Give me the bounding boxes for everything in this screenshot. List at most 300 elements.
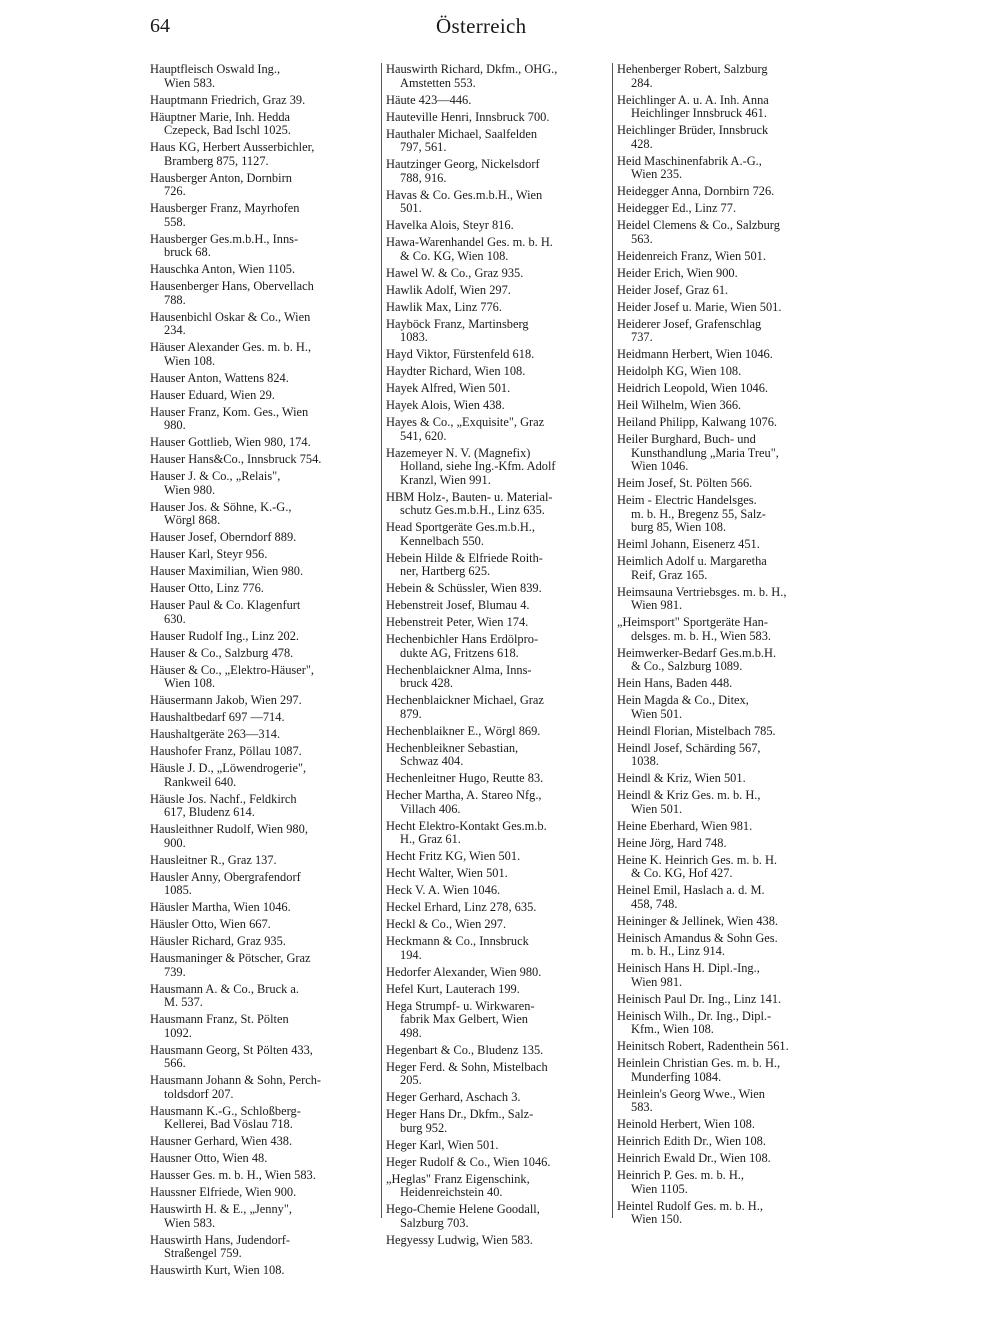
entry-line: 284.: [631, 75, 653, 90]
directory-column-2: [381, 62, 610, 1247]
entry-line: Heim Josef, St. Pölten 566.: [617, 476, 753, 490]
directory-entry: [150, 1074, 370, 1101]
entry-line: bruck 428.: [400, 676, 453, 690]
entry-line: Rankweil 640.: [164, 774, 237, 789]
entry-line: Hecht Fritz KG, Wien 501.: [386, 849, 521, 863]
entry-line: Hauser & Co., Salzburg 478.: [150, 645, 294, 660]
entry-line: Hauser Hans&Co., Innsbruck 754.: [150, 452, 322, 466]
directory-entry: [617, 725, 843, 739]
entry-line: 788.: [164, 292, 186, 307]
entry-line: Heindl & Kriz, Wien 501.: [617, 771, 746, 785]
entry-line: Hechenblaickner Michael, Graz: [386, 693, 544, 707]
entry-line: 900.: [164, 835, 186, 850]
entry-line: 617, Bludenz 614.: [164, 805, 255, 819]
entry-line: Haydter Richard, Wien 108.: [386, 364, 526, 378]
directory-entry: [617, 884, 843, 911]
page-title: Österreich: [436, 14, 527, 38]
entry-line: „Heglas" Franz Eigenschink,: [386, 1171, 530, 1186]
entry-line: Hebein & Schüssler, Wien 839.: [386, 581, 542, 595]
entry-line: Häusermann Jakob, Wien 297.: [150, 693, 302, 707]
directory-entry: [150, 141, 370, 168]
entry-line: H., Graz 61.: [400, 832, 461, 846]
directory-entry: [150, 694, 370, 708]
directory-entry: [386, 236, 610, 263]
entry-line: Hauptmann Friedrich, Graz 39.: [150, 92, 306, 107]
directory-entry: [386, 399, 610, 413]
directory-entry: [617, 318, 843, 345]
entry-line: 788, 916.: [400, 170, 447, 185]
entry-line: Heinrich P. Ges. m. b. H.,: [617, 1168, 744, 1182]
directory-entry: [617, 219, 843, 246]
entry-line: Kranzl, Wien 991.: [400, 472, 491, 487]
directory-entry: [617, 301, 843, 315]
entry-line: Hebein Hilde & Elfriede Roith-: [386, 550, 543, 565]
directory-entry: [386, 1156, 610, 1170]
directory-entry: [617, 694, 843, 721]
entry-line: Hausberger Ges.m.b.H., Inns-: [150, 231, 299, 246]
entry-line: Hechenblaickner Alma, Inns-: [386, 662, 532, 677]
directory-entry: [617, 155, 843, 182]
entry-line: Heider Josef u. Marie, Wien 501.: [617, 299, 782, 314]
entry-line: Häuser Alexander Ges. m. b. H.,: [150, 340, 312, 354]
directory-entry: [150, 762, 370, 789]
directory-entry: [617, 742, 843, 769]
directory-entry: [386, 772, 610, 786]
directory-entry: [617, 365, 843, 379]
directory-entry: [386, 1108, 610, 1135]
directory-entry: [150, 1152, 370, 1166]
entry-line: Wien 583.: [164, 75, 216, 90]
entry-line: Haus KG, Herbert Ausserbichler,: [150, 140, 315, 154]
directory-entry: [150, 745, 370, 759]
directory-column-3: [612, 62, 843, 1226]
entry-line: Reif, Graz 165.: [631, 567, 708, 582]
directory-entry: [386, 742, 610, 769]
directory-entry: [150, 952, 370, 979]
entry-line: Hawa-Warenhandel Ges. m. b. H.: [386, 235, 553, 249]
entry-line: Häuser & Co., „Elektro-Häuser",: [150, 662, 315, 677]
directory-entry: [386, 348, 610, 362]
directory-entry: [617, 267, 843, 281]
directory-entry: [617, 1010, 843, 1037]
entry-line: Hausleitner R., Graz 137.: [150, 852, 277, 867]
entry-line: Haushofer Franz, Pöllau 1087.: [150, 744, 302, 758]
entry-line: Kellerei, Bad Vöslau 718.: [164, 1117, 293, 1131]
entry-line: 726.: [164, 184, 186, 198]
entry-line: Hauswirth Hans, Judendorf-: [150, 1232, 291, 1247]
entry-line: Hehenberger Robert, Salzburg: [617, 62, 768, 76]
directory-entry: [150, 1169, 370, 1183]
entry-line: Hauser Gottlieb, Wien 980, 174.: [150, 435, 311, 449]
entry-line: Heinisch Hans H. Dipl.-Ing.,: [617, 961, 760, 975]
entry-line: Heintel Rudolf Ges. m. b. H.,: [617, 1198, 763, 1213]
directory-entry: [617, 1057, 843, 1084]
directory-entry: [150, 280, 370, 307]
directory-entry: [150, 854, 370, 868]
directory-entry: [386, 789, 610, 816]
entry-line: delsges. m. b. H., Wien 583.: [631, 628, 772, 643]
entry-line: Heinrich Edith Dr., Wien 108.: [617, 1134, 766, 1148]
entry-line: 630.: [164, 611, 186, 626]
entry-line: Heichlinger Innsbruck 461.: [631, 106, 767, 120]
entry-line: Hauser Rudolf Ing., Linz 202.: [150, 628, 300, 643]
page-number: 64: [150, 15, 170, 37]
directory-entry: [150, 582, 370, 596]
directory-entry: [617, 202, 843, 216]
entry-line: Hechenbleikner Sebastian,: [386, 740, 519, 755]
directory-entry: [386, 128, 610, 155]
directory-entry: [150, 664, 370, 691]
directory-entry: [386, 447, 610, 488]
directory-entry: [386, 599, 610, 613]
directory-column-1: [150, 63, 370, 1281]
entry-line: Hauser Otto, Linz 776.: [150, 581, 264, 595]
entry-line: Havas & Co. Ges.m.b.H., Wien: [386, 187, 543, 202]
entry-line: Hausmann Johann & Sohn, Perch-: [150, 1073, 322, 1087]
entry-line: Hebenstreit Peter, Wien 174.: [386, 615, 529, 629]
entry-line: Heil Wilhelm, Wien 366.: [617, 398, 742, 412]
directory-entry: [617, 1040, 843, 1054]
entry-line: bruck 68.: [164, 245, 211, 259]
entry-line: 1092.: [164, 1025, 192, 1040]
entry-line: Heiderer Josef, Grafenschlag: [617, 316, 762, 331]
entry-line: Hauser Karl, Steyr 956.: [150, 547, 268, 561]
directory-entry: [150, 1044, 370, 1071]
directory-entry: [386, 111, 610, 125]
entry-line: Häute 423—446.: [386, 92, 472, 107]
directory-entry: [150, 728, 370, 742]
entry-line: Heger Rudolf & Co., Wien 1046.: [386, 1154, 551, 1169]
directory-entry: [150, 233, 370, 260]
entry-line: Heger Hans Dr., Dkfm., Salz-: [386, 1107, 534, 1121]
entry-line: Heiml Johann, Eisenerz 451.: [617, 537, 760, 551]
directory-entry: [617, 94, 843, 121]
entry-line: Kennelbach 550.: [400, 533, 484, 548]
entry-line: Heidrich Leopold, Wien 1046.: [617, 381, 769, 395]
directory-entry: [150, 406, 370, 433]
entry-line: Villach 406.: [400, 801, 461, 816]
directory-entry: [386, 1044, 610, 1058]
directory-entry: [150, 901, 370, 915]
entry-line: Hayes & Co., „Exquisite", Graz: [386, 415, 545, 429]
entry-line: Wien 1046.: [631, 459, 689, 473]
directory-entry: [150, 1203, 370, 1230]
entry-line: ner, Hartberg 625.: [400, 564, 491, 578]
directory-entry: [150, 531, 370, 545]
entry-line: Heine Jörg, Hard 748.: [617, 835, 727, 850]
directory-entry: [386, 552, 610, 579]
directory-entry: [617, 677, 843, 691]
entry-line: Häusler Richard, Graz 935.: [150, 934, 286, 948]
directory-entry: [617, 789, 843, 816]
directory-entry: [617, 837, 843, 851]
entry-line: 541, 620.: [400, 428, 447, 443]
directory-entry: [617, 962, 843, 989]
entry-line: Hazemeyer N. V. (Magnefix): [386, 445, 531, 460]
entry-line: Wien 980.: [164, 482, 216, 497]
entry-line: Salzburg 703.: [400, 1215, 469, 1230]
entry-line: Heichlinger A. u. A. Inh. Anna: [617, 92, 769, 107]
entry-line: 583.: [631, 1100, 653, 1114]
entry-line: Hayek Alfred, Wien 501.: [386, 381, 511, 395]
directory-entry: [150, 172, 370, 199]
entry-line: Hein Hans, Baden 448.: [617, 676, 733, 690]
entry-line: Heckl & Co., Wien 297.: [386, 917, 507, 931]
entry-line: 428.: [631, 136, 653, 151]
entry-line: 980.: [164, 418, 186, 432]
entry-line: Hausser Ges. m. b. H., Wien 583.: [150, 1168, 316, 1182]
entry-line: Heimlich Adolf u. Margaretha: [617, 554, 767, 568]
entry-line: Schwaz 404.: [400, 754, 464, 768]
directory-entry: [150, 647, 370, 661]
entry-line: Hausberger Anton, Dornbirn: [150, 170, 292, 185]
entry-line: Hauser Maximilian, Wien 980.: [150, 564, 304, 578]
directory-entry: [386, 416, 610, 443]
entry-line: Heid Maschinenfabrik A.-G.,: [617, 153, 762, 168]
entry-line: Hego-Chemie Helene Goodall,: [386, 1202, 540, 1216]
entry-line: Hauschka Anton, Wien 1105.: [150, 262, 296, 276]
entry-line: Heckel Erhard, Linz 278, 635.: [386, 900, 537, 914]
entry-line: Hautzinger Georg, Nickelsdorf: [386, 157, 540, 171]
entry-line: Heidenreichstein 40.: [400, 1185, 503, 1199]
entry-line: Amstetten 553.: [400, 75, 476, 90]
directory-entry: [386, 521, 610, 548]
directory-entry: [150, 1013, 370, 1040]
directory-entry: [617, 915, 843, 929]
entry-line: Hechenleitner Hugo, Reutte 83.: [386, 771, 544, 785]
directory-entry: [386, 725, 610, 739]
entry-line: Hauser J. & Co., „Relais",: [150, 469, 281, 483]
directory-entry: [617, 555, 843, 582]
entry-line: schutz Ges.m.b.H., Linz 635.: [400, 503, 545, 517]
directory-entry: [386, 983, 610, 997]
entry-line: Heidegger Ed., Linz 77.: [617, 201, 737, 215]
directory-entry: [150, 1135, 370, 1149]
directory-entry: [617, 1200, 843, 1227]
directory-entry: [386, 301, 610, 315]
entry-line: & Co., Salzburg 1089.: [631, 659, 743, 673]
directory-entry: [386, 63, 610, 90]
entry-line: Heiland Philipp, Kalwang 1076.: [617, 415, 778, 429]
entry-line: Wien 1105.: [631, 1181, 688, 1196]
directory-entry: [150, 599, 370, 626]
entry-line: Heck V. A. Wien 1046.: [386, 883, 501, 897]
directory-entry: [150, 823, 370, 850]
entry-line: Häuptner Marie, Inh. Hedda: [150, 109, 291, 124]
directory-entry: [386, 219, 610, 233]
entry-line: dukte AG, Fritzens 618.: [400, 645, 519, 660]
entry-line: Heider Erich, Wien 900.: [617, 265, 738, 280]
entry-line: 879.: [400, 706, 422, 721]
directory-entry: [617, 1169, 843, 1196]
entry-line: Heichlinger Brüder, Innsbruck: [617, 123, 769, 137]
directory-entry: [150, 63, 370, 90]
entry-line: Havelka Alois, Steyr 816.: [386, 218, 514, 232]
directory-entry: [386, 867, 610, 881]
entry-line: Wörgl 868.: [164, 513, 221, 527]
entry-line: Holland, siehe Ing.-Kfm. Adolf: [400, 459, 556, 473]
directory-entry: [386, 1203, 610, 1230]
directory-entry: [386, 664, 610, 691]
directory-entry: [617, 538, 843, 552]
entry-line: Heinisch Paul Dr. Ing., Linz 141.: [617, 991, 782, 1006]
directory-entry: [150, 1264, 370, 1278]
directory-entry: [386, 267, 610, 281]
entry-line: Hauswirth H. & E., „Jenny",: [150, 1202, 293, 1216]
entry-line: Heger Gerhard, Aschach 3.: [386, 1090, 521, 1104]
entry-line: 739.: [164, 964, 186, 979]
directory-entry: [386, 1061, 610, 1088]
entry-line: Wien 583.: [164, 1215, 216, 1230]
entry-line: Hayd Viktor, Fürstenfeld 618.: [386, 347, 535, 361]
directory-entry: [150, 630, 370, 644]
entry-line: Wien 235.: [631, 167, 683, 181]
directory-entry: [150, 311, 370, 338]
entry-line: 558.: [164, 214, 186, 229]
entry-line: Hausmann Franz, St. Pölten: [150, 1012, 289, 1026]
entry-line: M. 537.: [164, 995, 203, 1009]
directory-entry: [386, 158, 610, 185]
entry-line: Heinrich Ewald Dr., Wien 108.: [617, 1151, 771, 1165]
entry-line: Hechenblaikner E., Wörgl 869.: [386, 723, 541, 738]
directory-entry: [386, 901, 610, 915]
entry-line: Heinlein Christian Ges. m. b. H.,: [617, 1056, 781, 1070]
directory-entry: [150, 111, 370, 138]
directory-entry: [150, 1186, 370, 1200]
directory-entry: [617, 477, 843, 491]
entry-line: fabrik Max Gelbert, Wien: [400, 1012, 528, 1026]
directory-entry: [617, 284, 843, 298]
entry-line: 498.: [400, 1025, 422, 1040]
entry-line: Hegenbart & Co., Bludenz 135.: [386, 1042, 544, 1057]
entry-line: Heidmann Herbert, Wien 1046.: [617, 347, 773, 361]
directory-entry: [386, 850, 610, 864]
entry-line: Hausenbichl Oskar & Co., Wien: [150, 309, 311, 324]
directory-entry: [617, 616, 843, 643]
entry-line: Hausmann Georg, St Pölten 433,: [150, 1042, 313, 1057]
entry-line: Hechenbichler Hans Erdölpro-: [386, 632, 539, 646]
entry-line: Heidegger Anna, Dornbirn 726.: [617, 184, 775, 198]
entry-line: Hausmann K.-G., Schloßberg-: [150, 1103, 301, 1118]
directory-entry: [150, 501, 370, 528]
entry-line: Hausner Gerhard, Wien 438.: [150, 1134, 293, 1148]
entry-line: Hein Magda & Co., Ditex,: [617, 693, 749, 707]
entry-line: Hauser Josef, Oberndorf 889.: [150, 530, 297, 544]
entry-line: Hedorfer Alexander, Wien 980.: [386, 964, 542, 979]
entry-line: Hegyessy Ludwig, Wien 583.: [386, 1232, 533, 1247]
directory-entry: [617, 185, 843, 199]
entry-line: Hausmann A. & Co., Bruck a.: [150, 981, 300, 996]
directory-entry: [386, 694, 610, 721]
entry-line: & Co. KG, Wien 108.: [400, 248, 509, 263]
directory-entry: [150, 1105, 370, 1132]
directory-entry: [150, 372, 370, 386]
entry-line: Hega Strumpf- u. Wirkwaren-: [386, 998, 535, 1013]
entry-line: Hauthaler Michael, Saalfelden: [386, 126, 538, 141]
entry-line: Heindl Josef, Schärding 567,: [617, 740, 761, 755]
directory-entry: [386, 382, 610, 396]
directory-entry: [386, 935, 610, 962]
entry-line: HBM Holz-, Bauten- u. Material-: [386, 489, 553, 504]
entry-line: „Heimsport" Sportgeräte Han-: [617, 615, 768, 629]
entry-line: Häusle J. D., „Löwendrogerie",: [150, 761, 307, 775]
directory-entry: [386, 884, 610, 898]
directory-entry: [617, 993, 843, 1007]
entry-line: m. b. H., Bregenz 55, Salz-: [631, 506, 766, 521]
entry-line: Heinlein's Georg Wwe., Wien: [617, 1086, 765, 1101]
entry-line: Hauser Eduard, Wien 29.: [150, 387, 275, 402]
entry-line: Heinisch Amandus & Sohn Ges.: [617, 930, 778, 945]
entry-line: Hausmaninger & Pötscher, Graz: [150, 951, 311, 965]
entry-line: 501.: [400, 201, 422, 215]
entry-line: 1085.: [164, 883, 192, 897]
entry-line: Haushaltgeräte 263—314.: [150, 727, 281, 741]
entry-line: 563.: [631, 231, 653, 246]
entry-line: Heine Eberhard, Wien 981.: [617, 818, 753, 833]
entry-line: Munderfing 1084.: [631, 1069, 722, 1084]
directory-entry: [386, 633, 610, 660]
entry-line: Heine K. Heinrich Ges. m. b. H.: [617, 852, 778, 867]
entry-line: Heim - Electric Handelsges.: [617, 493, 757, 507]
entry-line: m. b. H., Linz 914.: [631, 944, 725, 958]
entry-line: Heinel Emil, Haslach a. d. M.: [617, 883, 765, 897]
entry-line: Hauser Jos. & Söhne, K.-G.,: [150, 499, 292, 514]
entry-line: 1083.: [400, 330, 428, 344]
entry-line: Haussner Elfriede, Wien 900.: [150, 1185, 297, 1199]
entry-line: Wien 981.: [631, 598, 683, 612]
directory-entry: [150, 263, 370, 277]
entry-line: 205.: [400, 1073, 422, 1087]
entry-line: 797, 561.: [400, 140, 447, 154]
entry-line: Head Sportgeräte Ges.m.b.H.,: [386, 520, 535, 534]
directory-entry: [150, 436, 370, 450]
entry-line: Kfm., Wien 108.: [631, 1022, 714, 1036]
directory-entry: [386, 491, 610, 518]
entry-line: Hauser Anton, Wattens 824.: [150, 370, 289, 385]
entry-line: Häusler Martha, Wien 1046.: [150, 900, 291, 914]
directory-entry: [617, 494, 843, 535]
directory-entry: [150, 918, 370, 932]
directory-entry: [617, 250, 843, 264]
entry-line: Hawel W. & Co., Graz 935.: [386, 265, 524, 280]
directory-entry: [617, 399, 843, 413]
directory-entry: [617, 772, 843, 786]
entry-line: Hausler Anny, Obergrafendorf: [150, 869, 301, 884]
directory-entry: [386, 1173, 610, 1200]
entry-line: Wien 981.: [631, 974, 683, 989]
entry-line: Heckmann & Co., Innsbruck: [386, 934, 529, 948]
directory-entry: [150, 871, 370, 898]
directory-entry: [386, 284, 610, 298]
entry-line: Hauser Franz, Kom. Ges., Wien: [150, 404, 309, 419]
directory-entry: [617, 63, 843, 90]
entry-line: Hauptfleisch Oswald Ing.,: [150, 62, 281, 76]
entry-line: Straßengel 759.: [164, 1246, 242, 1260]
entry-line: Haushaltbedarf 697 —714.: [150, 710, 285, 724]
entry-line: Wien 501.: [631, 801, 683, 816]
directory-entry: [150, 935, 370, 949]
entry-line: Häusler Otto, Wien 667.: [150, 917, 271, 931]
entry-line: 234.: [164, 323, 186, 337]
directory-entry: [386, 616, 610, 630]
entry-line: Hecht Elektro-Kontakt Ges.m.b.: [386, 818, 547, 833]
directory-entry: [150, 202, 370, 229]
entry-line: Hayböck Franz, Martinsberg: [386, 316, 529, 331]
directory-entry: [617, 348, 843, 362]
entry-line: Hauswirth Richard, Dkfm., OHG.,: [386, 62, 558, 76]
directory-entry: [150, 711, 370, 725]
entry-line: Kunsthandlung „Maria Treu",: [631, 445, 779, 460]
